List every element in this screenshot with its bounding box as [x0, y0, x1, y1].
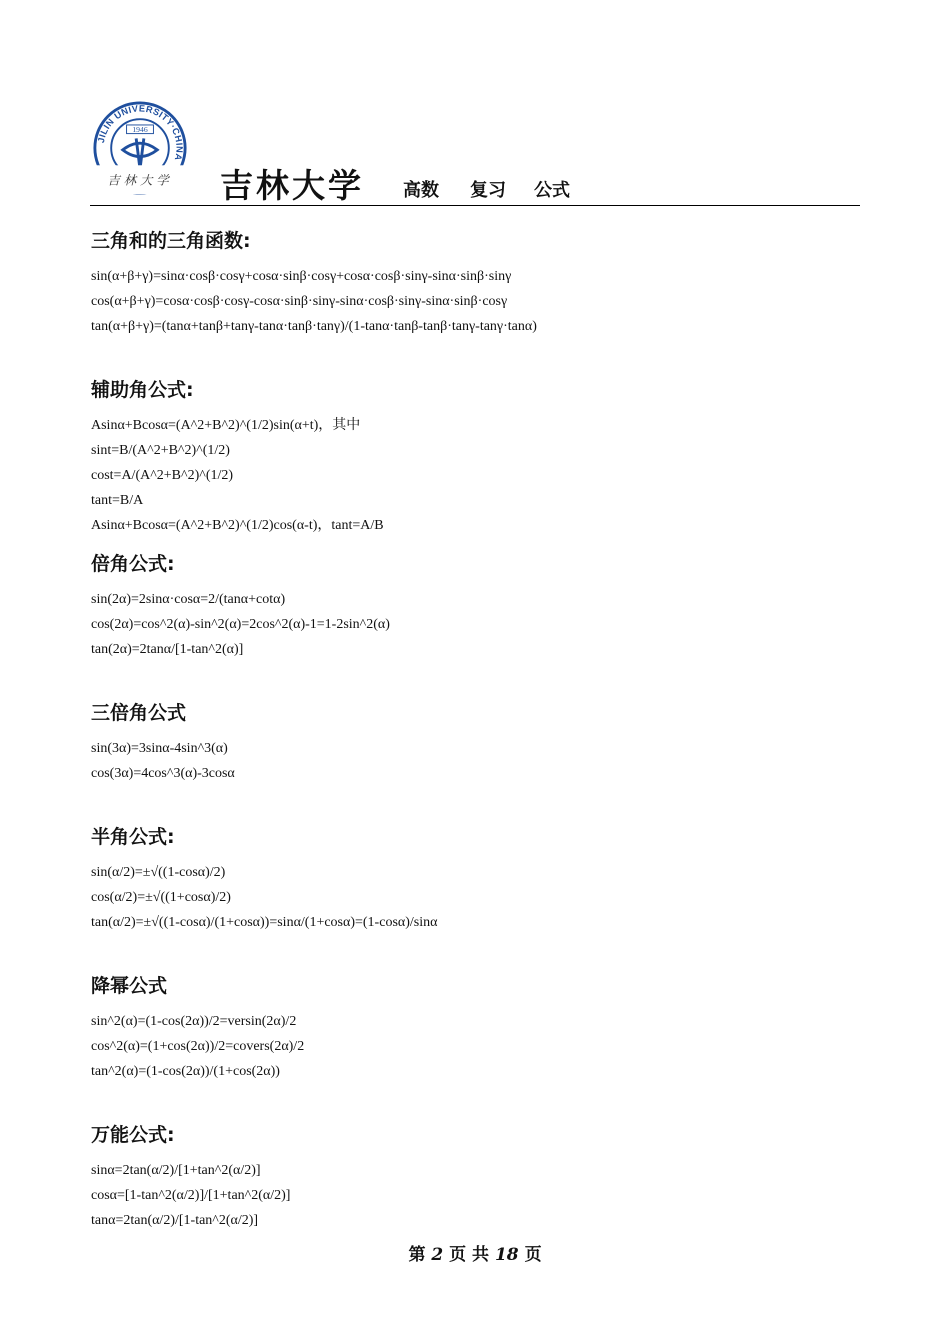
section-title: 三倍角公式 — [91, 702, 187, 724]
section-power-reduction — [91, 971, 851, 1084]
section-title: 降幂公式 — [91, 975, 168, 997]
logo-ring-text: JILIN UNIVERSITY·CHINA — [95, 103, 185, 162]
formula-line: sin(2α)=2sinα·cosα=2/(tanα+cotα) — [91, 592, 286, 607]
formula-line: cos(2α)=cos^2(α)-sin^2(α)=2cos^2(α)-1=1-2sin^2(α) — [91, 617, 390, 632]
page-suffix: 页 — [524, 1245, 542, 1265]
formula-line: tan^2(α)=(1-cos(2α))/(1+cos(2α)) — [91, 1064, 280, 1079]
header-rule — [90, 205, 860, 206]
page-number: 2 — [431, 1245, 444, 1265]
university-seal-logo — [92, 100, 188, 196]
section-title: 三角和的三角函数: — [91, 230, 251, 252]
section-double-angle — [91, 549, 851, 662]
logo-year: 1946 — [132, 125, 148, 135]
formula-line: tanα=2tan(α/2)/[1-tan^2(α/2)] — [91, 1213, 259, 1228]
formula-line: cos(α/2)=±√((1+cosα)/2) — [91, 890, 231, 905]
section-sum-of-angles — [91, 226, 851, 339]
section-title: 半角公式: — [91, 826, 175, 848]
formula-line: sinα=2tan(α/2)/[1+tan^2(α/2)] — [91, 1163, 261, 1178]
formula-line: cost=A/(A^2+B^2)^(1/2) — [91, 468, 234, 483]
formula-line: cosα=[1-tan^2(α/2)]/[1+tan^2(α/2)] — [91, 1188, 291, 1203]
university-name: 吉林大学 — [220, 166, 364, 205]
header-subtitle-fuxi: 复习 — [470, 180, 506, 201]
formula-line: sint=B/(A^2+B^2)^(1/2) — [91, 443, 230, 458]
section-triple-angle — [91, 698, 851, 786]
section-title: 倍角公式: — [91, 553, 175, 575]
section-auxiliary-angle — [91, 375, 851, 538]
formula-line: tan(α/2)=±√((1-cosα)/(1+cosα))=sinα/(1+cosα)=(1-cosα)/sinα — [91, 915, 438, 930]
formula-line: tan(α+β+γ)=(tanα+tanβ+tanγ-tanα·tanβ·tanγ)/(1-tanα·tanβ-tanβ·tanγ-tanγ·tanα) — [91, 319, 537, 334]
formula-line: cos^2(α)=(1+cos(2α))/2=covers(2α)/2 — [91, 1039, 305, 1054]
section-half-angle — [91, 822, 851, 935]
logo-calligraphy: 吉林大学 — [107, 172, 173, 188]
page-mid: 页 共 — [449, 1245, 490, 1265]
page-header — [90, 100, 860, 208]
formula-line: Asinα+Bcosα=(A^2+B^2)^(1/2)sin(α+t)，其中 — [91, 418, 361, 433]
formula-line: sin(3α)=3sinα-4sin^3(α) — [91, 741, 228, 756]
page-prefix: 第 — [408, 1245, 426, 1265]
formula-line: sin^2(α)=(1-cos(2α))/2=versin(2α)/2 — [91, 1014, 297, 1029]
formula-line: cos(3α)=4cos^3(α)-3cosα — [91, 766, 235, 781]
formula-line: tan(2α)=2tanα/[1-tan^2(α)] — [91, 642, 244, 657]
formula-line: tant=B/A — [91, 493, 144, 508]
formula-line: cos(α+β+γ)=cosα·cosβ·cosγ-cosα·sinβ·sinγ-sinα·cosβ·sinγ-sinα·sinβ·cosγ — [91, 294, 508, 309]
formula-line: Asinα+Bcosα=(A^2+B^2)^(1/2)cos(α-t)，tant=A/B — [91, 518, 384, 533]
formula-line: sin(α/2)=±√((1-cosα)/2) — [91, 865, 226, 880]
formula-line: sin(α+β+γ)=sinα·cosβ·cosγ+cosα·sinβ·cosγ+cosα·cosβ·sinγ-sinα·sinβ·sinγ — [91, 269, 512, 284]
page-footer — [0, 1240, 950, 1265]
header-subtitle-gaoshu: 高数 — [403, 180, 439, 201]
section-title: 万能公式: — [91, 1124, 175, 1146]
section-title: 辅助角公式: — [91, 379, 194, 401]
section-universal-substitution — [91, 1120, 851, 1233]
header-subtitle-gongshi: 公式 — [534, 180, 570, 201]
total-pages: 18 — [494, 1245, 519, 1265]
